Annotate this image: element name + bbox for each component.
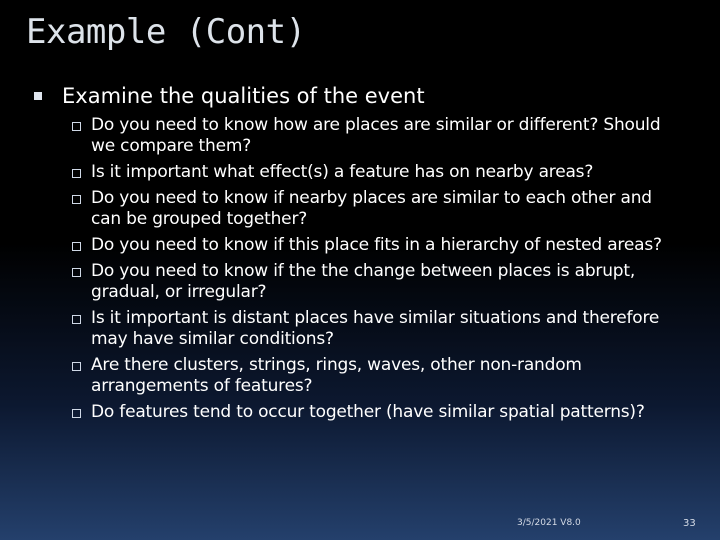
hollow-square-bullet-icon [72,169,81,178]
footer-date: 3/5/2021 V8.0 [517,518,581,528]
sub-bullet-item [72,162,662,183]
sub-bullet-item [72,115,662,157]
main-bullet-text: Examine the qualities of the event [62,84,425,108]
hollow-square-bullet-icon [72,122,81,131]
sub-bullet-item [72,235,662,256]
sub-bullet-item [72,308,662,350]
sub-bullet-text: Is it important what effect(s) a feature has on nearby areas? [91,162,594,182]
sub-bullet-item [72,402,662,423]
hollow-square-bullet-icon [72,268,81,277]
main-bullet [34,84,425,108]
hollow-square-bullet-icon [72,315,81,324]
sub-bullet-text: Do you need to know if this place fits in a hierarchy of nested areas? [91,235,662,255]
sub-bullet-text: Do features tend to occur together (have similar spatial patterns)? [91,402,645,422]
sub-bullet-item [72,261,662,303]
sub-bullet-list [72,115,662,428]
square-bullet-icon [34,92,42,100]
sub-bullet-item [72,188,662,230]
sub-bullet-text: Do you need to know how are places are similar or different? Should we compare them? [91,115,661,156]
page-number: 33 [683,518,696,529]
sub-bullet-text: Is it important is distant places have similar situations and therefore may have similar conditions? [91,308,660,349]
sub-bullet-text: Do you need to know if nearby places are similar to each other and can be grouped together? [91,188,652,229]
slide-title: Example (Cont) [26,12,306,52]
sub-bullet-text: Are there clusters, strings, rings, waves, other non-random arrangements of features? [91,355,582,396]
sub-bullet-text: Do you need to know if the the change between places is abrupt, gradual, or irregular? [91,261,636,302]
hollow-square-bullet-icon [72,362,81,371]
hollow-square-bullet-icon [72,195,81,204]
sub-bullet-item [72,355,662,397]
hollow-square-bullet-icon [72,409,81,418]
hollow-square-bullet-icon [72,242,81,251]
